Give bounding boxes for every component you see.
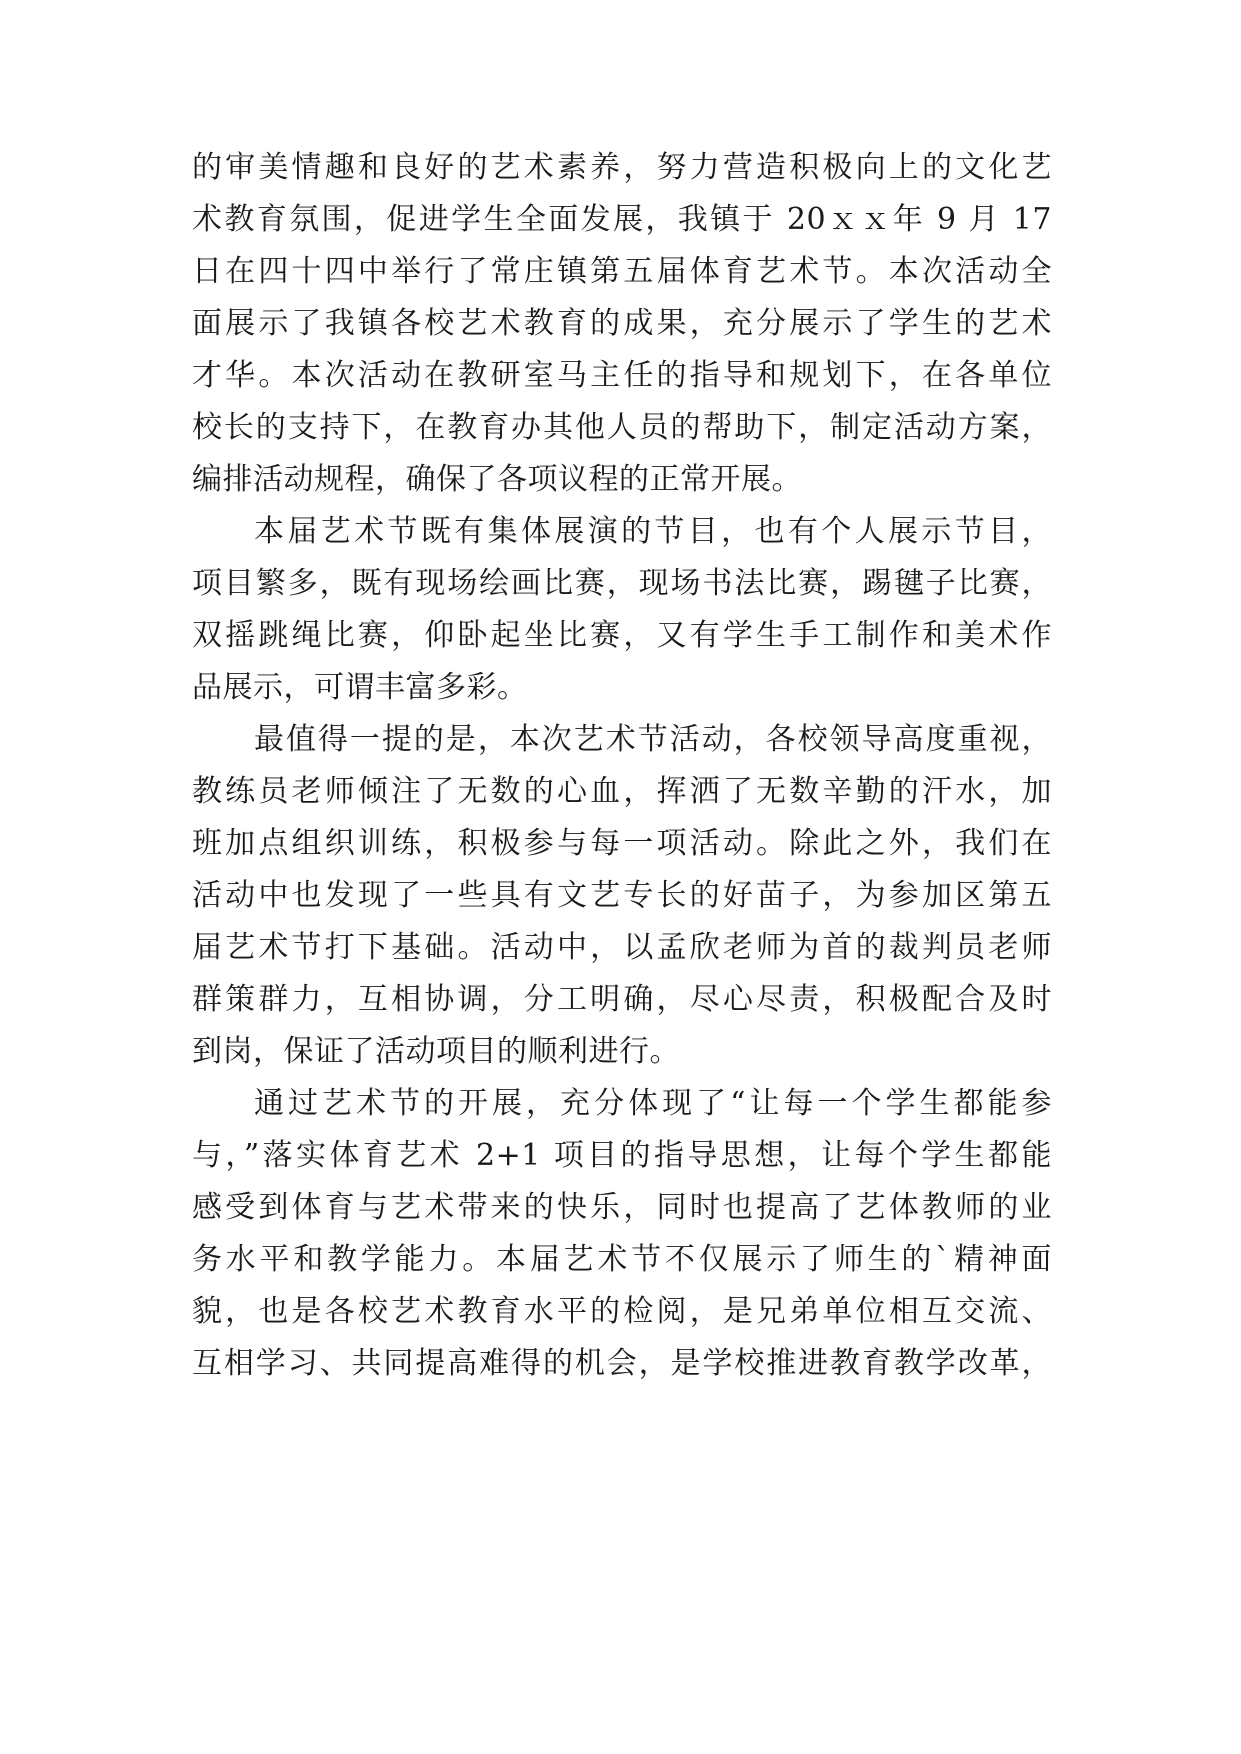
text-line: 务水平和教学能力。本届艺术节不仅展示了师生的`精神面	[192, 1242, 1052, 1277]
text-line: 的审美情趣和良好的艺术素养，努力营造积极向上的文化艺	[192, 150, 1052, 185]
paragraph-first-line: 通过艺术节的开展，充分体现了“让每一个学生都能参	[254, 1086, 1052, 1121]
text-line: 品展示，可谓丰富多彩。	[192, 670, 528, 705]
text-line: 术教育氛围，促进学生全面发展，我镇于 20ｘｘ年 9 月 17	[192, 202, 1052, 237]
text-line: 活动中也发现了一些具有文艺专长的好苗子，为参加区第五	[192, 878, 1052, 913]
text-line: 班加点组织训练，积极参与每一项活动。除此之外，我们在	[192, 826, 1052, 861]
text-line: 教练员老师倾注了无数的心血，挥洒了无数辛勤的汗水，加	[192, 774, 1052, 809]
text-line: 与，”落实体育艺术 2+1 项目的指导思想，让每个学生都能	[192, 1138, 1052, 1173]
text-line: 群策群力，互相协调，分工明确，尽心尽责，积极配合及时	[192, 982, 1052, 1017]
text-line: 项目繁多，既有现场绘画比赛，现场书法比赛，踢毽子比赛，	[192, 566, 1052, 601]
text-line: 貌，也是各校艺术教育水平的检阅，是兄弟单位相互交流、	[192, 1294, 1052, 1329]
paragraph-first-line: 本届艺术节既有集体展演的节目，也有个人展示节目，	[254, 514, 1052, 549]
text-line: 感受到体育与艺术带来的快乐，同时也提高了艺体教师的业	[192, 1190, 1052, 1225]
text-line: 双摇跳绳比赛，仰卧起坐比赛，又有学生手工制作和美术作	[192, 618, 1052, 653]
text-line: 互相学习、共同提高难得的机会，是学校推进教育教学改革，	[192, 1346, 1052, 1381]
text-line: 日在四十四中举行了常庄镇第五届体育艺术节。本次活动全	[192, 254, 1052, 289]
text-line: 校长的支持下，在教育办其他人员的帮助下，制定活动方案，	[192, 410, 1052, 445]
text-line: 到岗，保证了活动项目的顺利进行。	[192, 1034, 680, 1069]
paragraph-first-line: 最值得一提的是，本次艺术节活动，各校领导高度重视，	[254, 722, 1052, 757]
text-line: 编排活动规程，确保了各项议程的正常开展。	[192, 462, 802, 497]
text-line: 届艺术节打下基础。活动中，以孟欣老师为首的裁判员老师	[192, 930, 1052, 965]
text-line: 面展示了我镇各校艺术教育的成果，充分展示了学生的艺术	[192, 306, 1052, 341]
text-line: 才华。本次活动在教研室马主任的指导和规划下，在各单位	[192, 358, 1052, 393]
